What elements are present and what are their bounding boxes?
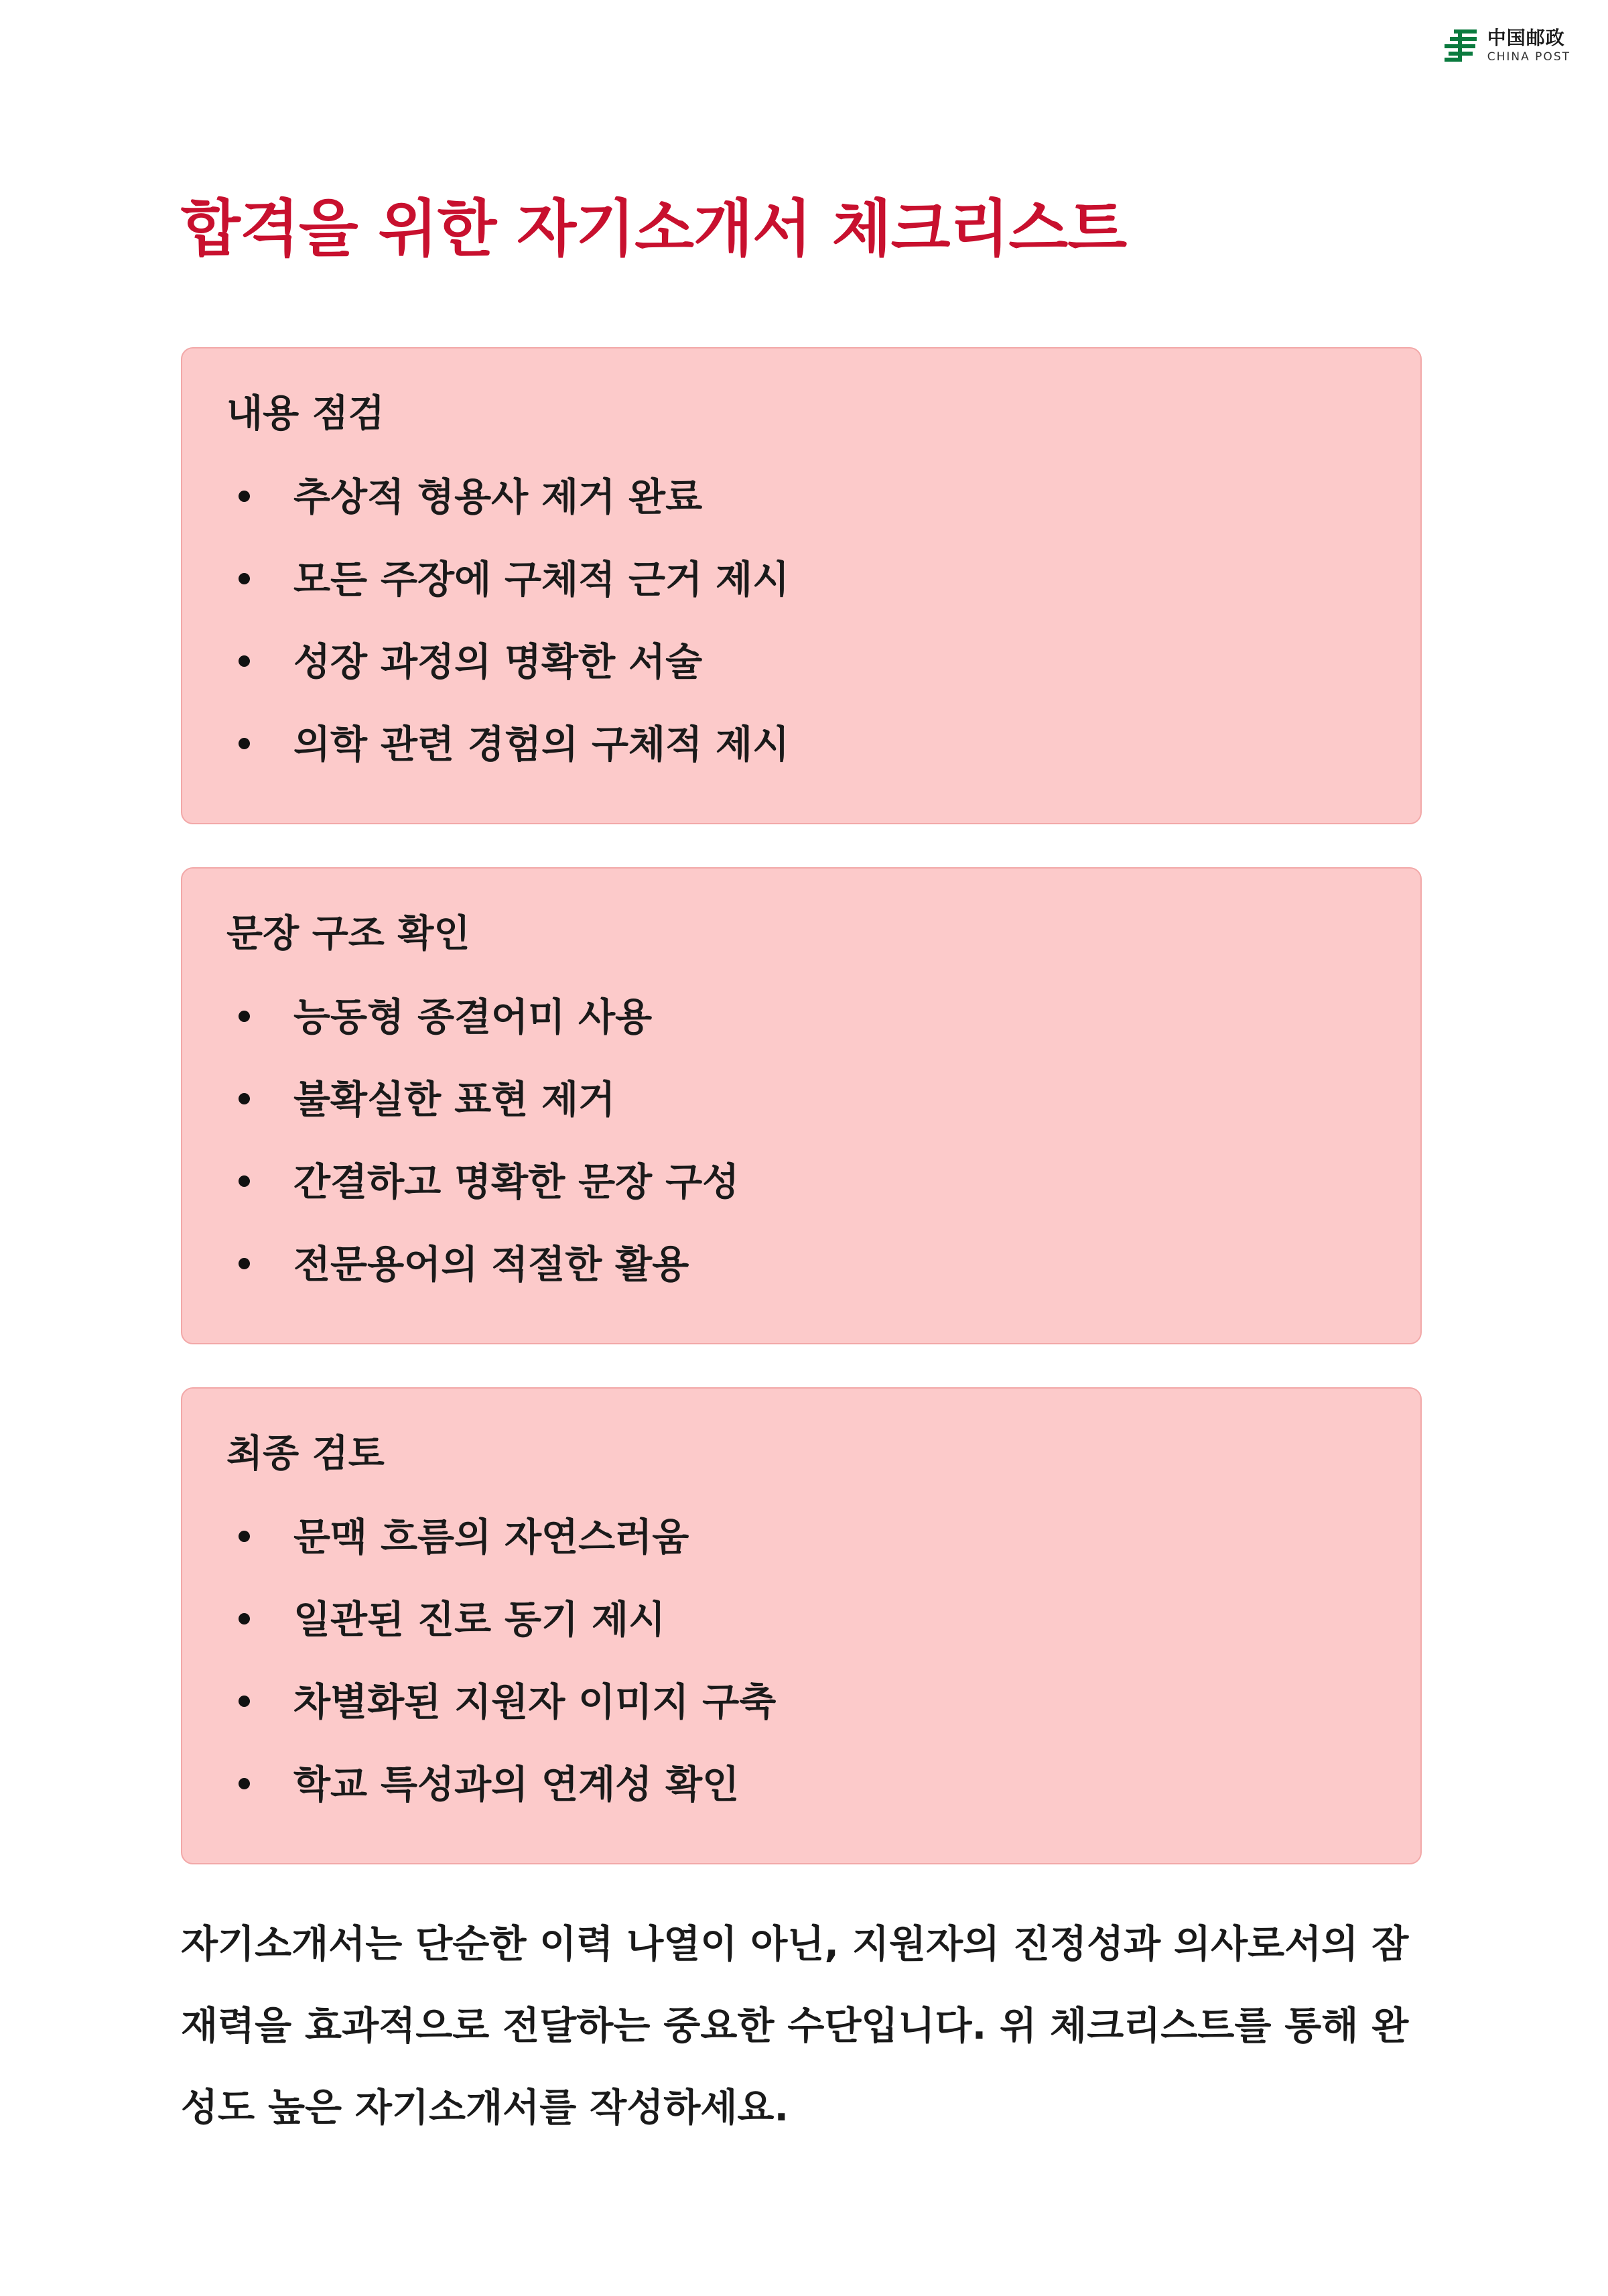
bullet-icon bbox=[239, 655, 250, 667]
checklist-item-label: 추상적 형용사 제거 완료 bbox=[293, 475, 703, 519]
page-title: 합격을 위한 자기소개서 체크리스트 bbox=[181, 193, 1127, 265]
china-post-logo bbox=[1440, 25, 1570, 66]
checklist-item-label: 차별화된 지원자 이미지 구축 bbox=[293, 1680, 777, 1724]
card-heading: 내용 점검 bbox=[226, 392, 385, 436]
checklist-card-structure bbox=[181, 867, 1422, 1344]
checklist bbox=[226, 475, 1376, 808]
bullet-icon bbox=[239, 1531, 250, 1542]
checklist-item-label: 문맥 흐름의 자연스러움 bbox=[293, 1515, 689, 1559]
checklist-item bbox=[226, 1763, 1376, 1848]
china-post-emblem-icon bbox=[1440, 25, 1481, 66]
checklist-item bbox=[226, 475, 1376, 561]
checklist-item bbox=[226, 1598, 1376, 1683]
checklist-item-label: 간결하고 명확한 문장 구성 bbox=[293, 1160, 740, 1204]
checklist-item-label: 모든 주장에 구체적 근거 제시 bbox=[293, 558, 790, 602]
checklist-item-label: 학교 특성과의 연계성 확인 bbox=[293, 1763, 740, 1807]
checklist-item-label: 일관된 진로 동기 제시 bbox=[293, 1598, 666, 1642]
bullet-icon bbox=[239, 1778, 250, 1789]
bullet-icon bbox=[239, 573, 250, 584]
bullet-icon bbox=[239, 1258, 250, 1269]
bullet-icon bbox=[239, 1613, 250, 1624]
card-heading: 최종 검토 bbox=[226, 1432, 385, 1476]
checklist-item-label: 능동형 종결어미 사용 bbox=[293, 995, 653, 1039]
bullet-icon bbox=[239, 738, 250, 749]
checklist-item-label: 의학 관련 경험의 구체적 제시 bbox=[293, 722, 790, 767]
checklist-item bbox=[226, 1078, 1376, 1163]
closing-paragraph: 자기소개서는 단순한 이력 나열이 아닌, 지원자의 진정성과 의사로서의 잠재력을 효과적으로 전달하는 중요한 수단입니다. 위 체크리스트를 통해 완성도 높은 자기소개서를 작성하세요. bbox=[181, 1922, 1409, 2130]
checklist-item bbox=[226, 1515, 1376, 1601]
checklist-item bbox=[226, 1680, 1376, 1766]
bullet-icon bbox=[239, 1696, 250, 1707]
checklist-item bbox=[226, 995, 1376, 1081]
checklist-item-label: 불확실한 표현 제거 bbox=[293, 1078, 616, 1122]
bullet-icon bbox=[239, 1011, 250, 1022]
bullet-icon bbox=[239, 491, 250, 502]
bullet-icon bbox=[239, 1093, 250, 1104]
checklist-item bbox=[226, 1160, 1376, 1246]
checklist-card-content bbox=[181, 347, 1422, 824]
checklist-card-final-review bbox=[181, 1387, 1422, 1864]
brand-name-en: CHINA POST bbox=[1487, 50, 1570, 64]
checklist-item bbox=[226, 640, 1376, 726]
brand-name-cn: 中国邮政 bbox=[1487, 26, 1565, 49]
checklist bbox=[226, 995, 1376, 1328]
checklist-item bbox=[226, 1242, 1376, 1328]
checklist bbox=[226, 1515, 1376, 1848]
checklist-item-label: 성장 과정의 명확한 서술 bbox=[293, 640, 703, 684]
checklist-item bbox=[226, 722, 1376, 808]
checklist-item bbox=[226, 558, 1376, 643]
checklist-item-label: 전문용어의 적절한 활용 bbox=[293, 1242, 689, 1287]
bullet-icon bbox=[239, 1175, 250, 1187]
card-heading: 문장 구조 확인 bbox=[226, 912, 470, 956]
